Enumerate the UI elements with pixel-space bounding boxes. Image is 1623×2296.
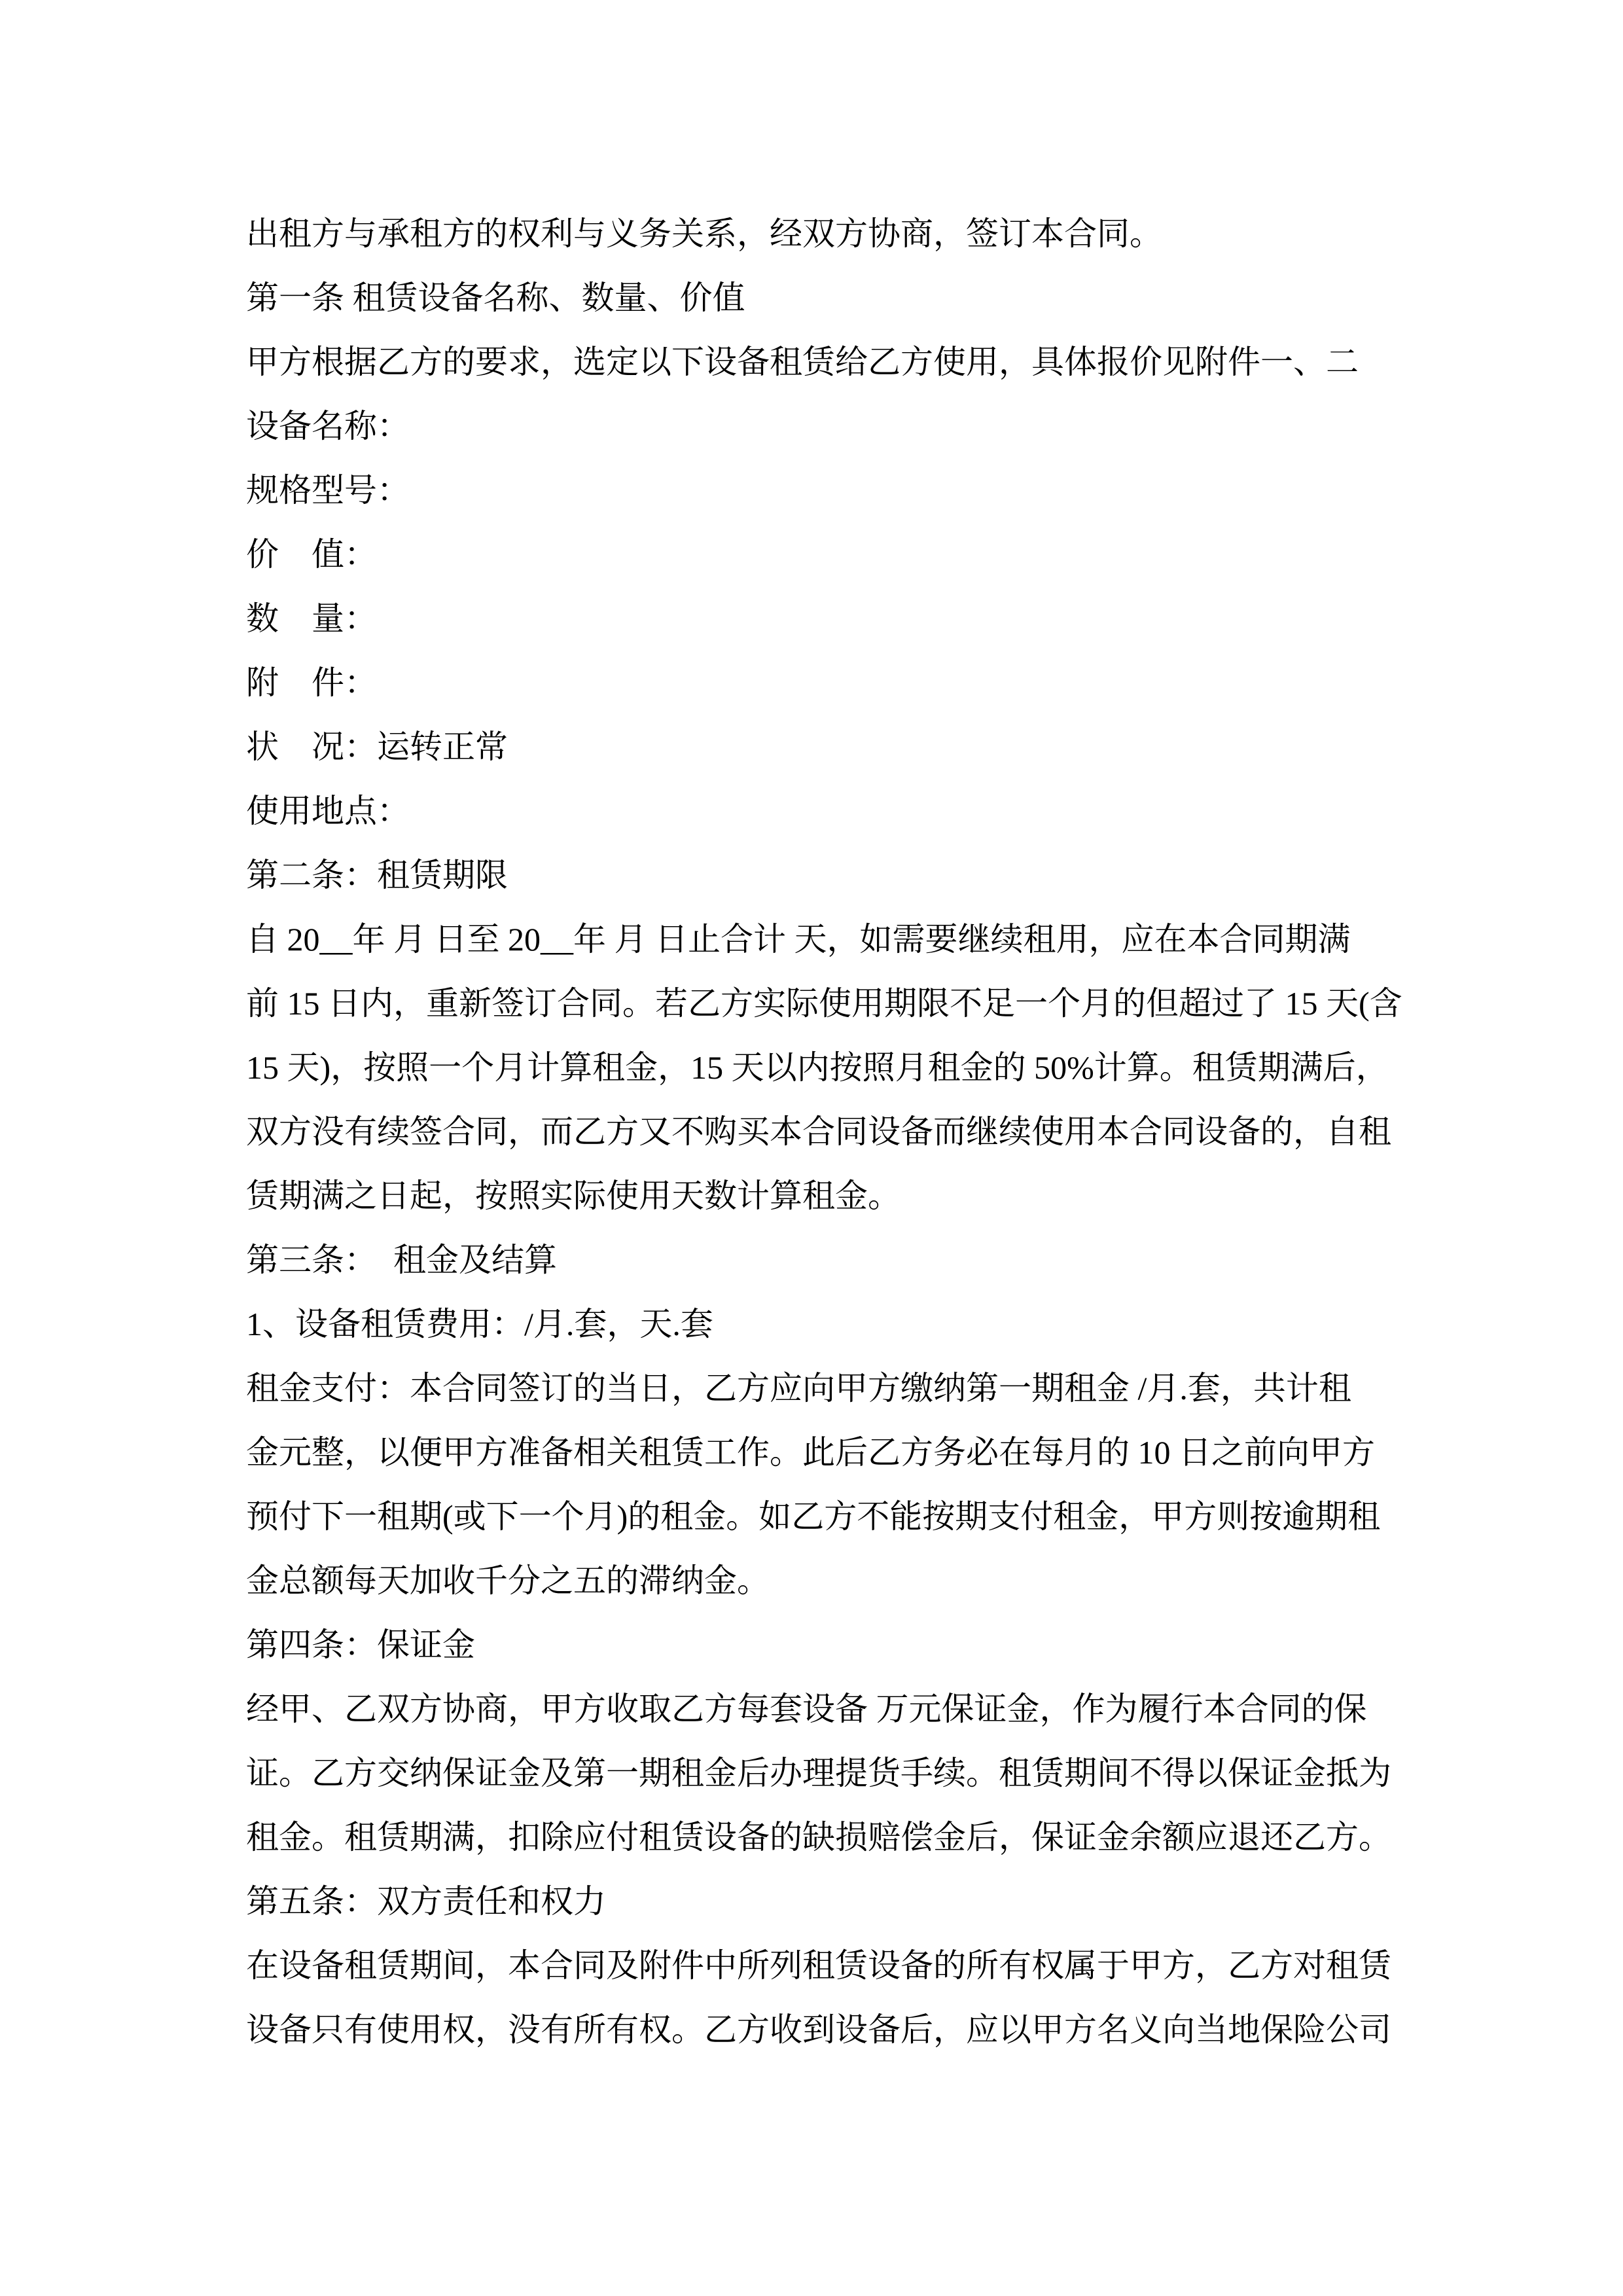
text-line: 第五条：双方责任和权力 [246,1883,606,1920]
text-line: 证。乙方交纳保证金及第一期租金后办理提货手续。租赁期间不得以保证金抵为 [246,1755,1391,1791]
text-line: 状 况：运转正常 [246,728,508,765]
text-line: 使用地点： [246,793,410,829]
text-line: 数 量： [246,600,377,637]
text-line: 自 20__年 月 日至 20__年 月 日止合计 天，如需要继续租用，应在本合同期满 [246,921,1351,958]
text-line: 出租方与承租方的权利与义务关系，经双方协商，签订本合同。 [246,215,1162,252]
text-line: 第三条： 租金及结算 [246,1242,557,1278]
text-line: 金总额每天加收千分之五的滞纳金。 [246,1562,770,1599]
text-line: 1、设备租赁费用：/月.套，天.套 [246,1306,713,1342]
document-body [246,202,1402,2062]
text-line: 规格型号： [246,472,410,509]
text-line: 甲方根据乙方的要求，选定以下设备租赁给乙方使用，具体报价见附件一、二 [246,344,1359,380]
text-line: 前 15 日内，重新签订合同。若乙方实际使用期限不足一个月的但超过了 15 天(含 [246,985,1402,1022]
text-line: 金元整，以便甲方准备相关租赁工作。此后乙方务必在每月的 10 日之前向甲方 [246,1434,1375,1471]
text-line: 价 值： [246,536,377,573]
text-line: 设备只有使用权，没有所有权。乙方收到设备后，应以甲方名义向当地保险公司 [246,2011,1391,2048]
text-line: 赁期满之日起，按照实际使用天数计算租金。 [246,1177,901,1214]
text-line: 租金支付：本合同签订的当日，乙方应向甲方缴纳第一期租金 /月.套，共计租 [246,1370,1351,1407]
text-line: 第一条 租赁设备名称、数量、价值 [246,279,745,316]
text-line: 第二条：租赁期限 [246,857,508,893]
text-line: 双方没有续签合同，而乙方又不购买本合同设备而继续使用本合同设备的，自租 [246,1113,1391,1150]
text-line: 附 件： [246,664,377,701]
text-line: 15 天)，按照一个月计算租金，15 天以内按照月租金的 50%计算。租赁期满后， [246,1049,1389,1086]
text-line: 经甲、乙双方协商，甲方收取乙方每套设备 万元保证金，作为履行本合同的保 [246,1691,1367,1727]
text-line: 租金。租赁期满，扣除应付租赁设备的缺损赔偿金后，保证金余额应退还乙方。 [246,1819,1391,1856]
text-line: 第四条：保证金 [246,1626,475,1663]
text-line: 设备名称： [246,408,410,444]
text-line: 在设备租赁期间，本合同及附件中所列租赁设备的所有权属于甲方，乙方对租赁 [246,1947,1391,1984]
text-line: 预付下一租期(或下一个月)的租金。如乙方不能按期支付租金，甲方则按逾期租 [246,1498,1381,1535]
